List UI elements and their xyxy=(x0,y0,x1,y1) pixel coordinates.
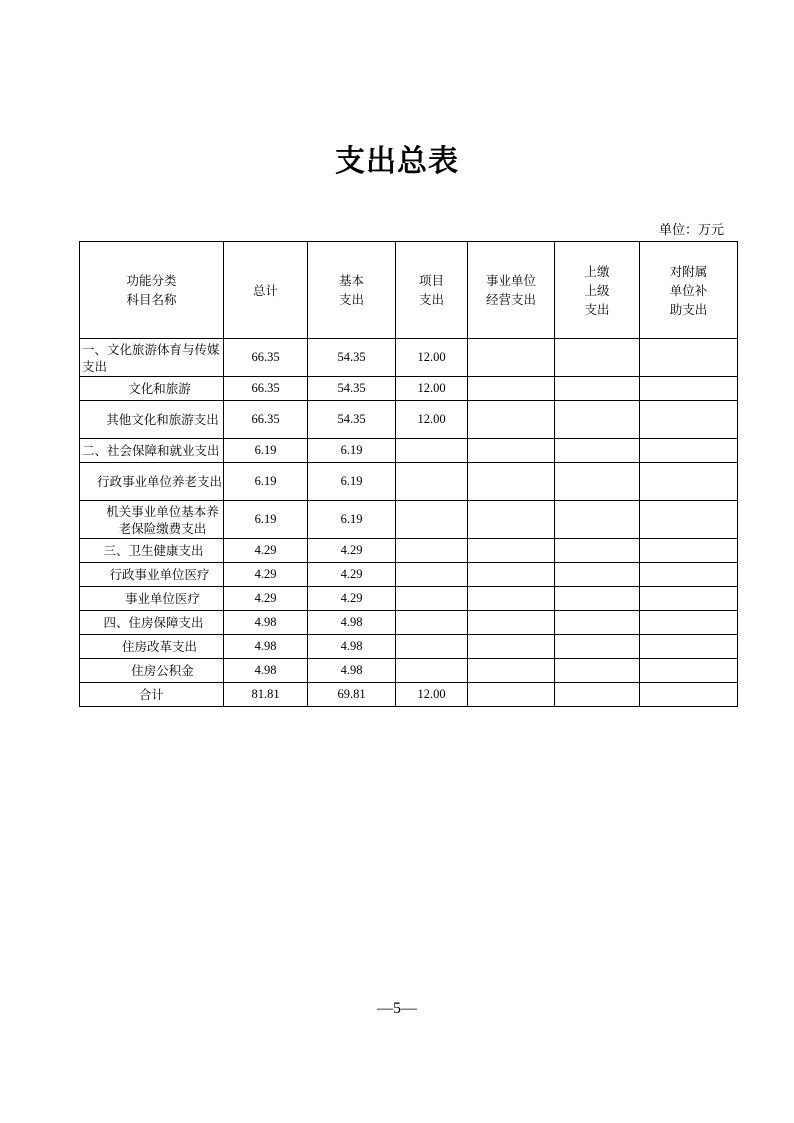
header-line: 总计 xyxy=(252,282,278,298)
cell-project xyxy=(396,439,468,463)
cell-business xyxy=(468,401,555,439)
cell-basic: 6.19 xyxy=(308,501,396,539)
cell-basic: 4.98 xyxy=(308,611,396,635)
row-subject-name: 二、社会保障和就业支出 xyxy=(80,439,224,463)
table-header-row xyxy=(80,242,738,339)
header-line: 助支出 xyxy=(669,301,708,317)
header-line: 基本 xyxy=(338,273,364,288)
header-line: 经营支出 xyxy=(485,292,536,307)
table-row xyxy=(80,635,738,659)
cell-total: 66.35 xyxy=(224,339,308,377)
row-subject-name: 行政事业单位养老支出 xyxy=(80,463,224,501)
table-row xyxy=(80,683,738,707)
cell-business xyxy=(468,611,555,635)
header-upper xyxy=(555,242,640,339)
header-line: 对附属 xyxy=(669,263,708,279)
cell-total: 4.29 xyxy=(224,563,308,587)
cell-business xyxy=(468,501,555,539)
header-total xyxy=(224,242,308,339)
cell-project xyxy=(396,563,468,587)
header-line: 上缴 xyxy=(584,263,610,279)
header-business xyxy=(468,242,555,339)
table-row xyxy=(80,539,738,563)
cell-total: 4.98 xyxy=(224,635,308,659)
row-subject-name: 文化和旅游 xyxy=(80,377,224,401)
cell-project xyxy=(396,463,468,501)
row-subject-name: 四、住房保障支出 xyxy=(80,611,224,635)
table-row xyxy=(80,611,738,635)
cell-total: 4.29 xyxy=(224,587,308,611)
cell-project xyxy=(396,611,468,635)
cell-upper xyxy=(555,659,640,683)
table-row xyxy=(80,377,738,401)
cell-total: 6.19 xyxy=(224,501,308,539)
header-line: 项目 xyxy=(418,273,444,288)
cell-subsidy xyxy=(640,439,738,463)
cell-business xyxy=(468,439,555,463)
header-line: 科目名称 xyxy=(126,292,177,307)
cell-business xyxy=(468,339,555,377)
row-subject-name: 合计 xyxy=(80,683,224,707)
header-line: 支出 xyxy=(338,292,364,307)
cell-basic: 4.29 xyxy=(308,587,396,611)
cell-upper xyxy=(555,563,640,587)
cell-project xyxy=(396,587,468,611)
cell-basic: 54.35 xyxy=(308,377,396,401)
cell-total: 81.81 xyxy=(224,683,308,707)
cell-total: 6.19 xyxy=(224,463,308,501)
cell-total: 4.29 xyxy=(224,539,308,563)
header-line: 支出 xyxy=(418,292,444,307)
cell-total: 4.98 xyxy=(224,659,308,683)
cell-subsidy xyxy=(640,587,738,611)
cell-upper xyxy=(555,611,640,635)
header-subject xyxy=(80,242,224,339)
cell-business xyxy=(468,463,555,501)
cell-basic: 4.98 xyxy=(308,659,396,683)
header-line: 支出 xyxy=(584,301,610,317)
header-basic xyxy=(308,242,396,339)
cell-upper xyxy=(555,377,640,401)
header-subsidy xyxy=(640,242,738,339)
cell-basic: 6.19 xyxy=(308,463,396,501)
unit-label: 单位：万元 xyxy=(658,223,724,238)
cell-basic: 54.35 xyxy=(308,339,396,377)
cell-subsidy xyxy=(640,501,738,539)
cell-basic: 4.29 xyxy=(308,539,396,563)
cell-project: 12.00 xyxy=(396,377,468,401)
cell-total: 4.98 xyxy=(224,611,308,635)
cell-basic: 6.19 xyxy=(308,439,396,463)
cell-project xyxy=(396,635,468,659)
table-row xyxy=(80,563,738,587)
table-row xyxy=(80,501,738,539)
cell-upper xyxy=(555,339,640,377)
cell-project: 12.00 xyxy=(396,401,468,439)
cell-subsidy xyxy=(640,401,738,439)
table-row xyxy=(80,463,738,501)
cell-upper xyxy=(555,439,640,463)
cell-project xyxy=(396,659,468,683)
cell-upper xyxy=(555,539,640,563)
cell-business xyxy=(468,539,555,563)
table-row xyxy=(80,587,738,611)
cell-business xyxy=(468,587,555,611)
table-row xyxy=(80,659,738,683)
header-project xyxy=(396,242,468,339)
cell-total: 66.35 xyxy=(224,401,308,439)
cell-total: 6.19 xyxy=(224,439,308,463)
cell-business xyxy=(468,377,555,401)
table-row xyxy=(80,401,738,439)
cell-subsidy xyxy=(640,563,738,587)
page-title: 支出总表 xyxy=(335,144,459,179)
cell-subsidy xyxy=(640,659,738,683)
cell-basic: 4.29 xyxy=(308,563,396,587)
row-subject-name: 一、文化旅游体育与传媒支出 xyxy=(80,339,224,377)
table-body xyxy=(80,339,738,707)
cell-project: 12.00 xyxy=(396,683,468,707)
row-subject-name: 三、卫生健康支出 xyxy=(80,539,224,563)
cell-basic: 4.98 xyxy=(308,635,396,659)
cell-upper xyxy=(555,463,640,501)
cell-business xyxy=(468,659,555,683)
cell-project xyxy=(396,539,468,563)
cell-upper xyxy=(555,401,640,439)
row-subject-name: 行政事业单位医疗 xyxy=(80,563,224,587)
table-row xyxy=(80,439,738,463)
cell-business xyxy=(468,563,555,587)
cell-upper xyxy=(555,587,640,611)
table-row xyxy=(80,339,738,377)
cell-upper xyxy=(555,501,640,539)
cell-subsidy xyxy=(640,539,738,563)
header-line: 上级 xyxy=(584,282,610,298)
cell-subsidy xyxy=(640,611,738,635)
cell-total: 66.35 xyxy=(224,377,308,401)
row-subject-name: 事业单位医疗 xyxy=(80,587,224,611)
row-subject-name: 住房改革支出 xyxy=(80,635,224,659)
cell-business xyxy=(468,683,555,707)
header-line: 事业单位 xyxy=(485,273,536,288)
cell-business xyxy=(468,635,555,659)
header-line: 单位补 xyxy=(669,282,708,298)
cell-basic: 54.35 xyxy=(308,401,396,439)
cell-subsidy xyxy=(640,635,738,659)
cell-subsidy xyxy=(640,339,738,377)
header-line: 功能分类 xyxy=(126,273,177,288)
row-subject-name: 其他文化和旅游支出 xyxy=(80,401,224,439)
cell-subsidy xyxy=(640,683,738,707)
row-subject-name: 住房公积金 xyxy=(80,659,224,683)
row-subject-name: 机关事业单位基本养老保险缴费支出 xyxy=(80,501,224,539)
cell-project xyxy=(396,501,468,539)
cell-upper xyxy=(555,635,640,659)
cell-subsidy xyxy=(640,463,738,501)
cell-project: 12.00 xyxy=(396,339,468,377)
cell-upper xyxy=(555,683,640,707)
cell-subsidy xyxy=(640,377,738,401)
cell-basic: 69.81 xyxy=(308,683,396,707)
page-number: —5— xyxy=(377,1000,417,1017)
expenditure-table xyxy=(79,241,738,707)
